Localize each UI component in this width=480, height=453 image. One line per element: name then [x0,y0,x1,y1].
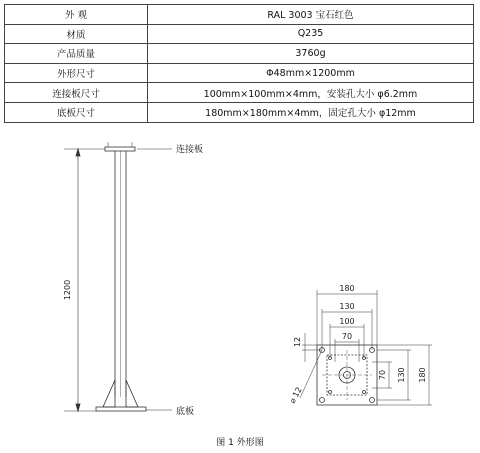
spec-value: Q235 [148,24,474,44]
height-dimension: 1200 [63,279,72,301]
base-plate-label: 底板 [176,407,195,417]
dim-70-side: 70 [378,369,387,381]
spec-value: Φ48mm×1200mm [148,63,474,83]
connection-plate-label: 连接板 [176,145,204,155]
spec-key: 外 观 [5,5,148,25]
dim-180-side: 180 [418,367,427,383]
spec-key: 外形尺寸 [5,63,148,83]
dim-130-side: 130 [397,367,406,383]
dim-180-top: 180 [339,284,355,293]
dim-100-top: 100 [339,317,355,326]
svg-text:⌀: ⌀ [287,396,299,405]
dim-130-top: 130 [339,302,355,311]
spec-key: 底板尺寸 [5,102,148,122]
spec-value: 3760g [148,44,474,64]
spec-value: 180mm×180mm×4mm，固定孔大小 φ12mm [148,102,474,122]
figure-caption: 图 1 外形图 [216,438,264,448]
dim-12: 12 [293,336,302,348]
pole-elevation [64,142,172,411]
connection-plate [105,147,135,151]
spec-value: 100mm×100mm×4mm，安装孔大小 φ6.2mm [148,83,474,103]
hole-diameter-value: 12 [291,385,304,399]
spec-key: 产品质量 [5,44,148,64]
spec-value: RAL 3003 宝石红色 [148,5,474,25]
base-plate [96,407,146,411]
dim-70-top: 70 [341,332,353,341]
base-plan-view [300,290,432,405]
spec-key: 材质 [5,24,148,44]
spec-key: 连接板尺寸 [5,83,148,103]
